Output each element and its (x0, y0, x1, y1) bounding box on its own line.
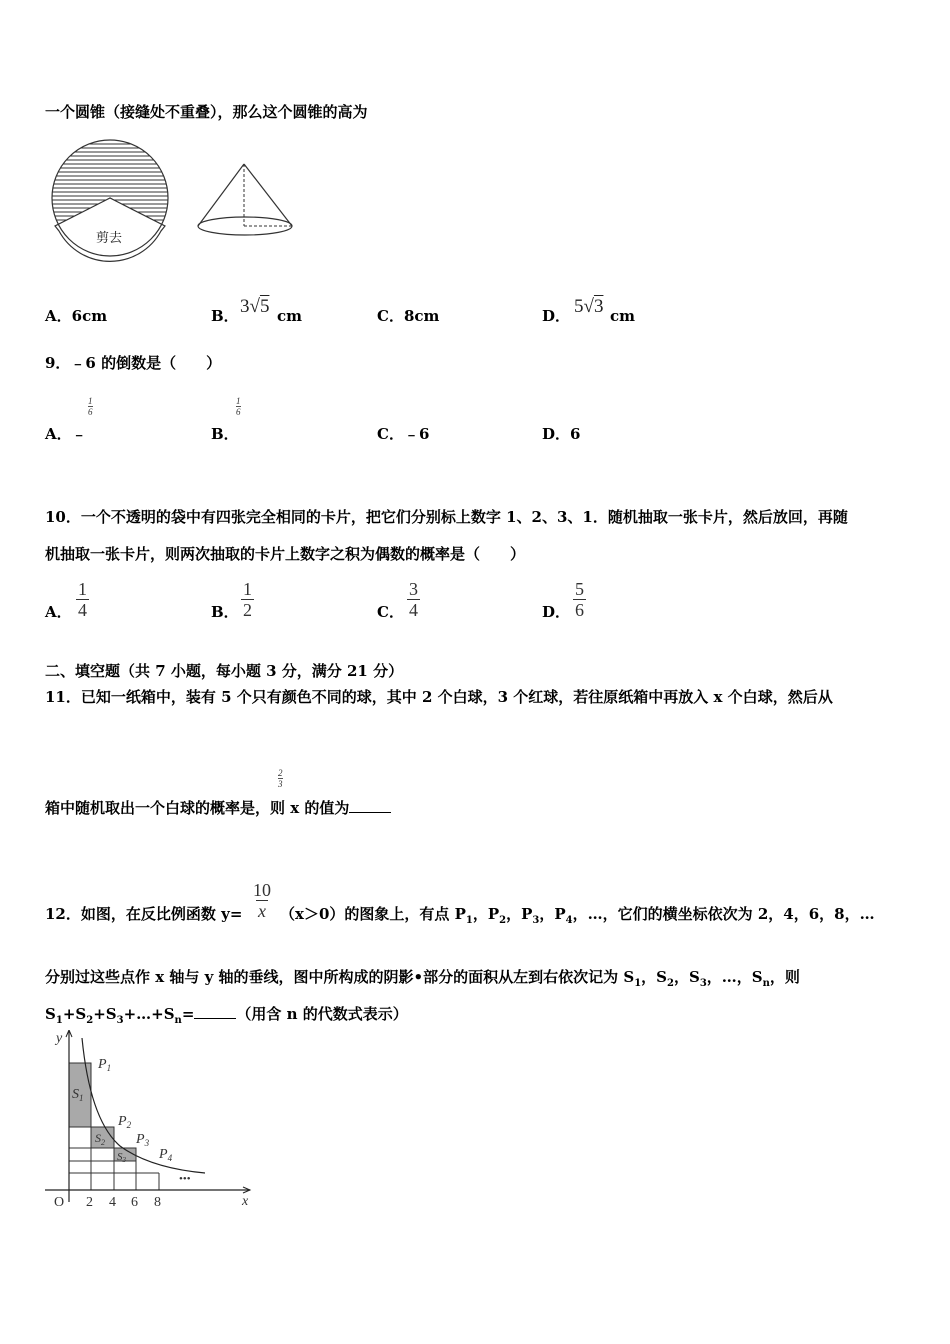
tick-6: 6 (131, 1195, 138, 1210)
q10-option-c-fraction: $\frac{3}{4}$ (409, 579, 418, 620)
q11-answer-blank[interactable] (349, 812, 391, 813)
q12-stem-line2: 分别过这些点作 x 轴与 y 轴的垂线，图中所构成的阴影•部分的面积从左到右依次记为 $S_1$，$S_2$，$S_3$，…，$S_n$，则 (45, 968, 800, 989)
q12-graph (40, 1030, 260, 1212)
origin-label: O (54, 1195, 65, 1210)
p4-label: $P_4$ (159, 1147, 173, 1163)
q10-option-b-fraction: $\frac{1}{2}$ (243, 579, 252, 620)
q10-option-a-fraction: $\frac{1}{4}$ (78, 579, 87, 620)
q11-stem-line1: 11．已知一纸箱中，装有 5 个只有颜色不同的球，其中 2 个白球，3 个红球，若往原纸箱中再放入 x 个白球，然后从 (45, 688, 833, 706)
q10-option-a: A． (45, 603, 72, 621)
q9-option-c: C．﹣6 (377, 425, 430, 443)
q12-answer-blank[interactable] (194, 1018, 236, 1019)
x-axis-label: x (242, 1194, 249, 1209)
q9-option-b: B． (211, 425, 239, 443)
q9-stem: 9．﹣6 的倒数是（ ） (45, 354, 222, 372)
q8-option-d-radical: 5√3 (574, 296, 604, 317)
q10-stem-line1: 10．一个不透明的袋中有四张完全相同的卡片，把它们分别标上数字 1、2、3、1．随机抽取一张卡片，然后放回，再随 (45, 508, 848, 526)
p2-label: $P_2$ (118, 1114, 132, 1130)
q10-stem-line2: 机抽取一张卡片，则两次抽取的卡片上数字之积为偶数的概率是（ ） (45, 545, 526, 563)
q8-option-c: C．8cm (377, 307, 440, 325)
q8-cone-figure (196, 160, 296, 240)
tick-8: 8 (154, 1195, 161, 1210)
q12-stem-line3: $S_1+S_2+S_3+\dots+S_n=$ （用含 n 的代数式表示） (45, 1005, 408, 1026)
q12-stem-line1a: 12．如图，在反比例函数 y= (45, 905, 243, 923)
q8-option-a: A．6cm (45, 307, 108, 325)
q10-option-d: D． (542, 603, 571, 621)
s2-label: $S_2$ (95, 1131, 105, 1147)
s3-label: S3 (117, 1151, 126, 1164)
q10-option-c: C． (377, 603, 404, 621)
cut-label: 剪去 (96, 231, 123, 246)
q8-option-d-unit: cm (610, 307, 636, 325)
q12-fraction: $\frac{10}{x}$ (253, 880, 271, 921)
q8-option-b-radical: 3√5 (240, 296, 270, 317)
q10-option-b: B． (211, 603, 239, 621)
tick-4: 4 (109, 1195, 116, 1210)
section-heading: 二、填空题（共 7 小题，每小题 3 分，满分 21 分） (45, 662, 404, 680)
ellipsis: ••• (179, 1173, 191, 1185)
y-axis-label: y (56, 1031, 63, 1046)
p3-label: $P_3$ (136, 1132, 150, 1148)
tick-2: 2 (86, 1195, 93, 1210)
p1-label: $P_1$ (98, 1057, 112, 1073)
q8-option-d: D． (542, 307, 571, 325)
q11-fraction: 2 3 (278, 768, 283, 789)
q9-option-d: D．6 (542, 425, 581, 443)
q9-option-a: A．﹣ (45, 425, 87, 443)
q12-stem-line1b: （x＞0）的图象上，有点 $P_1$，$P_2$，$P_3$，$P_4$，…，它们的横坐标依次为 2，4，6，8，… (280, 905, 875, 926)
q8-option-b-unit: cm (277, 307, 303, 325)
q11-stem-line2: 箱中随机取出一个白球的概率是，则 x 的值为 (45, 798, 391, 818)
q8-circle-figure (46, 138, 174, 262)
q8-stem: 一个圆锥（接缝处不重叠），那么这个圆锥的高为 (45, 103, 368, 121)
s1-label: $S_1$ (72, 1087, 84, 1103)
q10-option-d-fraction: $\frac{5}{6}$ (575, 579, 584, 620)
q9-option-b-fraction: 1 6 (236, 396, 241, 417)
q9-option-a-fraction: 1 6 (88, 396, 93, 417)
q8-option-b: B． (211, 307, 239, 325)
